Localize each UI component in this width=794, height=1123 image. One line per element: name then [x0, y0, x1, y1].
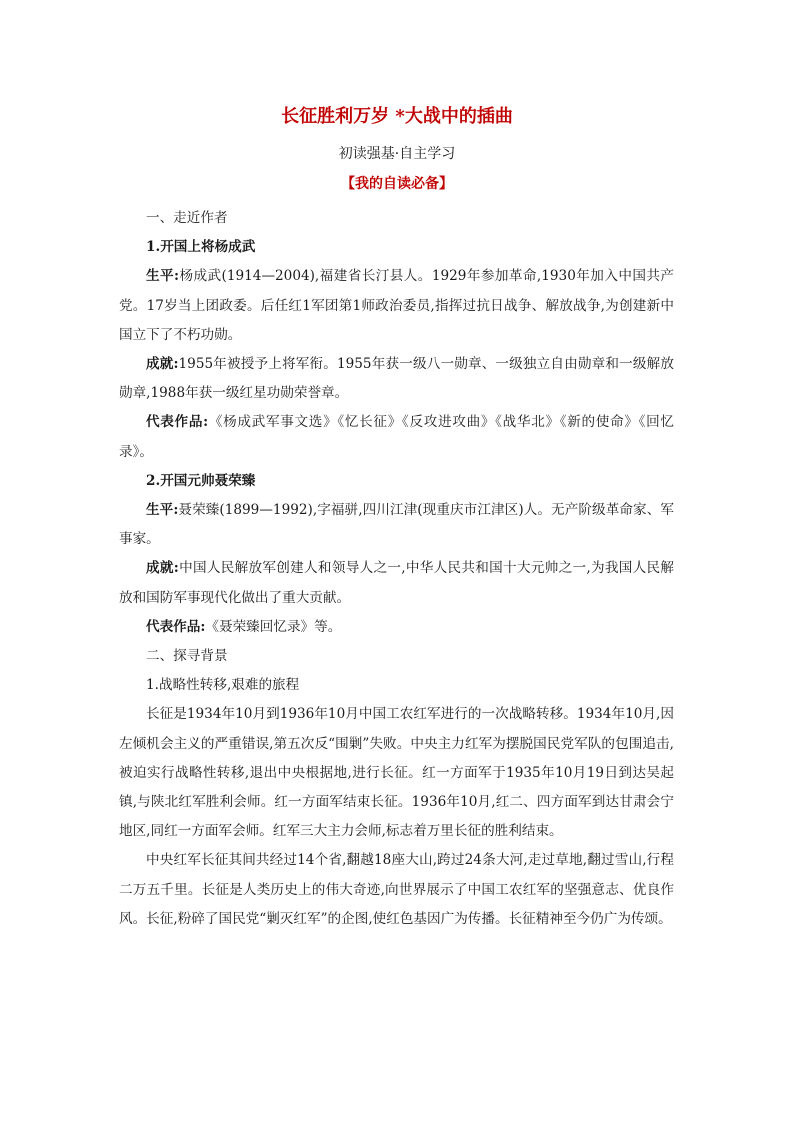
section-tag: 【我的自读必备】: [341, 176, 453, 192]
document-body: [119, 204, 674, 934]
achievement-label: 成就:: [146, 560, 179, 577]
background-paragraph-2: 中央红军长征其间共经过14个省,翻越18座大山,跨过24条大河,走过草地,翻过雪山,行程二万五千里。长征是人类历史上的伟大奇迹,向世界展示了中国工农红军的坚强意志、优良作风。长征,粉碎了国民党“剿灭红军”的企图,使红色基因广为传播。长征精神至今仍广为传颂。: [119, 852, 674, 927]
page-title: 长征胜利万岁 *大战中的插曲: [281, 106, 513, 127]
section-heading-background: 二、探寻背景: [146, 648, 228, 665]
life-text: 杨成武(1914—2004),福建省长汀县人。1929年参加革命,1930年加入中国共产党。17岁当上团政委。后任红1军团第1师政治委员,指挥过抗日战争、解放战争,为创建新中国立下了不朽功勋。: [119, 268, 674, 343]
background-subheading: 1.战略性转移,艰难的旅程: [146, 677, 300, 694]
author2-achievement: [119, 554, 674, 612]
page-subtitle: 初读强基·自主学习: [338, 146, 456, 162]
author1-life: [119, 262, 674, 350]
life-text: 聂荣臻(1899—1992),字福骈,四川江津(现重庆市江津区)人。无产阶级革命家、军事家。: [119, 502, 674, 548]
achievement-label: 成就:: [146, 356, 179, 373]
author2-life: [119, 496, 674, 554]
works-text: 《杨成武军事文选》《忆长征》《反攻进攻曲》《战华北》《新的使命》《回忆录》。: [119, 414, 674, 460]
author1-works: [119, 408, 674, 466]
section-heading-author: 一、走近作者: [146, 210, 228, 226]
life-label: 生平:: [146, 268, 180, 285]
background-paragraph-1: 长征是1934年10月到1936年10月中国工农红军进行的一次战略转移。1934年10月,因左倾机会主义的严重错误,第五次反“围剿”失败。中央主力红军为摆脱国民党军队的包围追击,被迫实行战略性转移,退出中央根据地,进行长征。红一方面军于1935年10月19日到达吴起镇,与陕北红军胜利会师。红一方面军结束长征。1936年10月,红二、四方面军到达甘肃会宁地区,同红一方面军会师。红军三大主力会师,标志着万里长征的胜利结束。: [119, 706, 674, 840]
author2-heading: 2.开国元帅聂荣臻: [146, 472, 256, 489]
author2-works: [119, 613, 674, 642]
achievement-text: 1955年被授予上将军衔。1955年获一级八一勋章、一级独立自由勋章和一级解放勋章,1988年获一级红星功勋荣誉章。: [119, 356, 674, 402]
author1-heading: 1.开国上将杨成武: [146, 239, 256, 256]
achievement-text: 中国人民解放军创建人和领导人之一,中华人民共和国十大元帅之一,为我国人民解放和国防军事现代化做出了重大贡献。: [119, 560, 674, 606]
works-label: 代表作品:: [146, 414, 209, 431]
life-label: 生平:: [146, 502, 179, 519]
works-text: 《聂荣臻回忆录》等。: [205, 618, 342, 635]
author1-achievement: [119, 350, 674, 408]
works-label: 代表作品:: [146, 618, 206, 635]
